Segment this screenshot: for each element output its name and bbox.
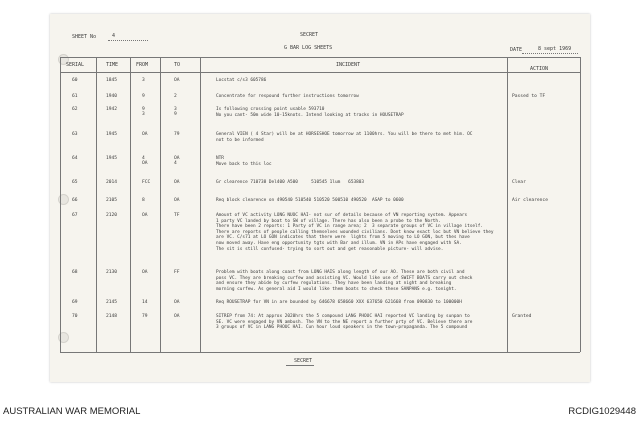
time-cell: 2148 <box>106 314 118 319</box>
from-cell: OA <box>142 270 148 275</box>
col-header-time: TIME <box>106 62 119 68</box>
col-divider <box>60 57 61 352</box>
time-cell: 1845 <box>106 78 118 83</box>
action-cell: Air clearence <box>512 198 548 203</box>
table-header-border <box>60 72 580 73</box>
col-divider <box>96 57 97 352</box>
incident-line: NTR <box>216 156 224 161</box>
to-cell: 2 <box>174 94 177 99</box>
serial-cell: 65 <box>72 180 78 185</box>
sheet-no-label: SHEET No <box>72 34 97 40</box>
serial-cell: 62 <box>72 107 78 112</box>
from-cell: FCC <box>142 180 151 185</box>
incident-line: 3 groups of VC in LANG PHOUC HAI. Cun hour loud speakers in the town-propaganda. The 5 compound <box>216 325 468 331</box>
incident-line: Concentrate for respound further instructions tomorrow <box>216 94 359 99</box>
from-cell: 14 <box>142 300 148 305</box>
col-header-incident: INCIDENT <box>336 62 361 68</box>
incident-line: Is following crossing point usable 593710 <box>216 107 325 112</box>
sheet-no-value: 4 <box>112 33 116 39</box>
from-cell: OA <box>142 213 148 218</box>
incident-line: morning curfew. As general aid I would like them boats to check these SANPANS e.g. tonight. <box>216 286 457 292</box>
incident-line: SE. VC were engaged by VN ambush. The VN to the NE report a further prty of VC. Believe there are <box>216 319 473 325</box>
serial-cell: 70 <box>72 314 78 319</box>
table-top-border <box>60 57 580 58</box>
action-cell: Granted <box>512 314 532 319</box>
col-header-to: TO <box>174 62 181 68</box>
incident-line: and ensure they abide by curfew regulations. They have been landing at night and breaking <box>216 281 452 287</box>
col-divider <box>580 57 581 352</box>
to-cell: 3 9 <box>174 107 177 118</box>
to-cell: FF <box>174 270 180 275</box>
incident-line: poss VC. They are breaking curfew and assisting VC. Would like use of SWIFT BOATS carry out check <box>216 275 473 281</box>
to-cell: OA <box>174 198 180 203</box>
col-divider <box>130 57 131 352</box>
col-header-serial: SERIAL <box>66 62 85 68</box>
time-cell: 2014 <box>106 180 118 185</box>
time-cell: 1940 <box>106 94 118 99</box>
sheet-no-underline <box>108 40 148 41</box>
incident-line: Problem with boats along coast from LONG HAIS along length of our AO. These are both civil and <box>216 270 465 275</box>
incident-line: are VC. C/s71 at LO GON indicates that there were lights from 5 moving to LO GON, but thes have <box>216 235 470 241</box>
time-cell: 1942 <box>106 107 118 112</box>
time-cell: 1945 <box>106 132 118 137</box>
from-cell: 9 3 <box>142 107 145 118</box>
incident-line: There are reports of people calling themselves wounded civilians. Dont know exact loc but VN believe they <box>216 229 494 235</box>
incident-line: Req ROUSETRAP for VN in are bounded by 646678 658660 XXX 637650 621668 from 090830 to 100000H <box>216 300 462 305</box>
from-cell: OA <box>142 132 148 137</box>
col-divider <box>507 57 508 352</box>
date-underline <box>522 53 578 54</box>
classification-underline <box>286 365 314 366</box>
time-cell: 2120 <box>106 213 118 218</box>
serial-cell: 69 <box>72 300 78 305</box>
incident-line: Locstat c/s3 605786 <box>216 78 267 83</box>
incident-line: 1 party VC landed by boat to SW of village. There has also been a probe to the North. <box>216 218 441 224</box>
incident-line: Gr clearence 710738 Del400 A500 510545 1lum 653803 <box>216 180 365 185</box>
action-cell: Clear <box>512 180 526 185</box>
from-cell: 4 OA <box>142 156 148 167</box>
incident-line: No you cant- 50m wide 10-15knots. Intend looking at tracks in HOUSETRAP <box>216 112 404 118</box>
from-cell: 79 <box>142 314 148 319</box>
time-cell: 1945 <box>106 156 118 161</box>
serial-cell: 61 <box>72 94 78 99</box>
incident-line: Req block clearence on 490540 510540 510520 500510 490520 ASAP to 0600 <box>216 198 404 203</box>
footer-id: RCDIG1029448 <box>568 406 636 417</box>
form-title: G BAR LOG SHEETS <box>284 45 333 51</box>
to-cell: OA <box>174 314 180 319</box>
serial-cell: 63 <box>72 132 78 137</box>
to-cell: OA <box>174 300 180 305</box>
serial-cell: 64 <box>72 156 78 161</box>
incident-line: now moved away. Have eng opportunity tgts with Bar and illum. VN in APs have engaged with SA. <box>216 241 462 246</box>
date-label: DATE <box>510 47 523 53</box>
col-divider <box>200 57 201 352</box>
incident-line: SITREP from 74: At approx 2020hrs the 5 compound LANG PHOUC HAI reported VC landing by sunpan to <box>216 314 470 319</box>
classification-top: SECRET <box>300 32 319 38</box>
serial-cell: 66 <box>72 198 78 203</box>
col-header-action: ACTION <box>530 66 549 72</box>
serial-cell: 68 <box>72 270 78 275</box>
serial-cell: 60 <box>72 78 78 83</box>
time-cell: 2145 <box>106 300 118 305</box>
action-cell: Passed to TF <box>512 94 546 99</box>
from-cell: 9 <box>142 94 145 99</box>
classification-bottom: SECRET <box>294 358 313 364</box>
incident-line: The sit is still confused- trying to sort out and get reasonable picture- will advise. <box>216 246 444 252</box>
incident-line: Amount of VC activity LONG NUOC HAI- not sur of details because of VN reporting system. Appears <box>216 213 468 218</box>
col-header-from: FROM <box>136 62 149 68</box>
incident-line: Move back to this loc <box>216 161 272 167</box>
incident-line: not to be informed <box>216 137 264 143</box>
to-cell: OA <box>174 78 180 83</box>
to-cell: OA 4 <box>174 156 180 167</box>
to-cell: OA <box>174 180 180 185</box>
col-divider <box>160 57 161 352</box>
footer-source: AUSTRALIAN WAR MEMORIAL <box>3 406 141 417</box>
date-value: 8 sept 1969 <box>538 46 572 52</box>
time-cell: 2130 <box>106 270 118 275</box>
incident-line: There have been 2 reports: 1 Party of VC in range area; 2 3 separate groups of VC in village itself. <box>216 224 483 230</box>
from-cell: 8 <box>142 198 145 203</box>
time-cell: 2105 <box>106 198 118 203</box>
from-cell: 3 <box>142 78 145 83</box>
to-cell: TF <box>174 213 180 218</box>
log-sheet <box>50 14 590 382</box>
serial-cell: 67 <box>72 213 78 218</box>
table-bottom-border <box>60 352 580 353</box>
incident-line: General VIEN ( 4 Star) will be at HORSESHOE tomorrow at 1100hrs. You will be there to met him. OC <box>216 132 473 137</box>
to-cell: 79 <box>174 132 180 137</box>
